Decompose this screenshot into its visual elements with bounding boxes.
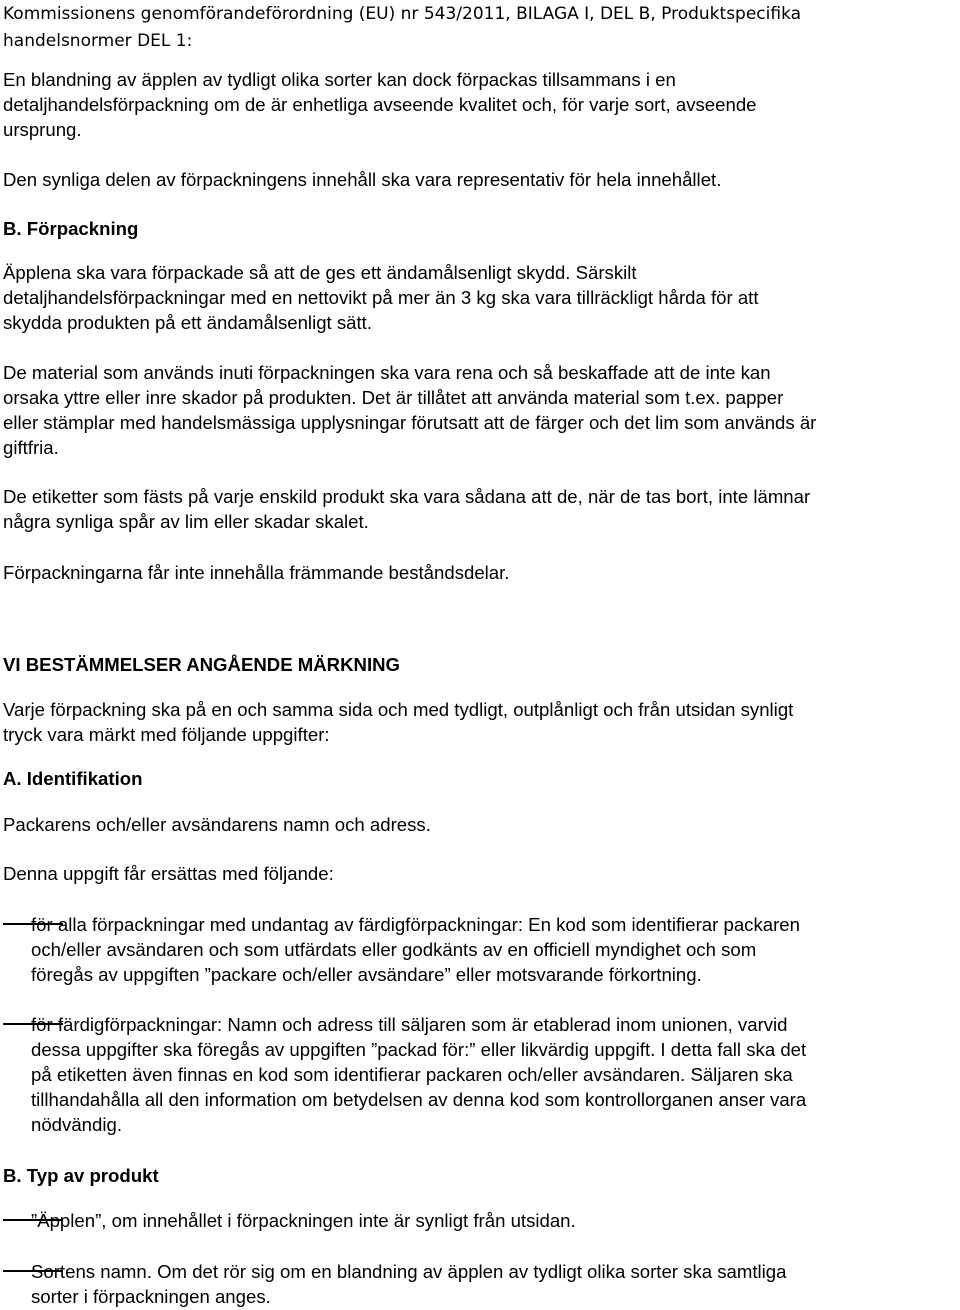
paragraph-marking-intro: Varje förpackning ska på en och samma sida och med tydligt, outplånligt och från utsidan synligt tryck vara märkt med följande uppgifter: xyxy=(3,699,794,745)
header-line-2: handelsnormer DEL 1: xyxy=(3,31,193,51)
paragraph-labels: De etiketter som fästs på varje enskild produkt ska vara sådana att de, när de tas bort, inte lämnar några synliga spår av lim eller skadar skalet. xyxy=(3,486,811,532)
paragraph-replacement: Denna uppgift får ersättas med följande: xyxy=(3,863,334,884)
paragraph-mixed-varieties: En blandning av äpplen av tydligt olika sorter kan dock förpackas tillsammans i en detaljhandelsförpackning om de är enhetliga avseende kvalitet och, för varje sort, avseende ursprung. xyxy=(3,69,757,140)
heading-b-typ-av-produkt: B. Typ av produkt xyxy=(3,1165,159,1186)
document-page: Kommissionens genomförandeförordning (EU) nr 543/2011, BILAGA I, DEL B, Produktspecifika handelsnormer DEL 1: En blandning av äpplen av tydligt olika sorter kan dock förpackas tillsammans i en detaljhandelsförpackning om de är enhetliga avseende kvalitet och, för varje sort, avseende ursprung. Den synliga delen av förpackningens innehåll ska vara representativ för hela innehållet. B. Förpackning Äpplena ska vara förpackade så att de ges ett ändamålsenligt skydd. Särskilt detaljhandelsförpackningar med en nettovikt på mer än 3 kg ska vara tillräckligt hårda för att skydda produkten på ett ändamålsenligt sätt. De material som används inuti förpackningen ska vara rena och så beskaffade att de inte kan orsaka yttre eller inre skador på produkten. Det är tillåtet att använda material som t.ex. papper eller stämplar med handelsmässiga upplysningar förutsatt att de färger och det lim som används är giftfria. De etiketter som fästs på varje enskild produkt ska vara sådana att de, när de tas bort, inte lämnar några synliga spår av lim eller skadar skalet. Förpackningarna får inte innehålla främmande beståndsdelar. VI BESTÄMMELSER ANGÅENDE MÄRKNING Varje förpackning ska på en och samma sida och med tydligt, outplånligt och från utsidan synligt tryck vara märkt med följande uppgifter: A. Identifikation Packarens och/eller avsändarens namn och adress. Denna uppgift får ersättas med följande: för alla förpackningar med undantag av färdigförpackningar: En kod som identifierar packaren och/eller avsändaren och som utfärdats eller godkänts av en officiell myndighet och som föregås av uppgiften ”packare och/eller avsändare” eller motsvarande förkortning. för färdigförpackningar: Namn och adress till säljaren som är etablerad inom unionen, varvid dessa uppgifter ska föregås av uppgiften ”packad för:” eller likvärdig uppgift. I detta fall ska det på etiketten även finnas en kod som identifierar packaren och/eller avsändaren. Säljaren ska tillhandahålla all den information om betydelsen av denna kod som kontrollorganen anser vara nödvändig. B. Typ av produkt ”Äpplen”, om innehållet i förpackningen inte är synligt från utsidan. Sortens namn. Om det rör sig om en blandning av äpplen av tydligt olika sorter ska samtliga sorter i förpackningen anges. xyxy=(0,0,960,1310)
heading-b-forpackning: B. Förpackning xyxy=(3,218,139,239)
paragraph-visible-part: Den synliga delen av förpackningens innehåll ska vara representativ för hela innehållet. xyxy=(3,169,722,190)
heading-vi-marking: VI BESTÄMMELSER ANGÅENDE MÄRKNING xyxy=(3,654,401,675)
paragraph-packer-name: Packarens och/eller avsändarens namn och adress. xyxy=(3,814,431,835)
document-header xyxy=(3,1,903,55)
paragraph-packing-material: De material som används inuti förpackningen ska vara rena och så beskaffade att de inte kan orsaka yttre eller inre skador på produkten. Det är tillåtet att använda material som t.ex. papper eller stämplar med handelsmässiga upplysningar förutsatt att de färger och det lim som används är giftfria. xyxy=(3,362,817,458)
paragraph-foreign-matter: Förpackningarna får inte innehålla främmande beståndsdelar. xyxy=(3,562,510,583)
header-line-1: Kommissionens genomförandeförordning (EU) nr 543/2011, BILAGA I, DEL B, Produktspecifika xyxy=(3,4,802,24)
heading-a-identifikation: A. Identifikation xyxy=(3,768,143,789)
paragraph-packing-protection: Äpplena ska vara förpackade så att de ges ett ändamålsenligt skydd. Särskilt detaljhandelsförpackningar med en nettovikt på mer än 3 kg ska vara tillräckligt hårda för att skydda produkten på ett ändamålsenligt sätt. xyxy=(3,262,759,333)
